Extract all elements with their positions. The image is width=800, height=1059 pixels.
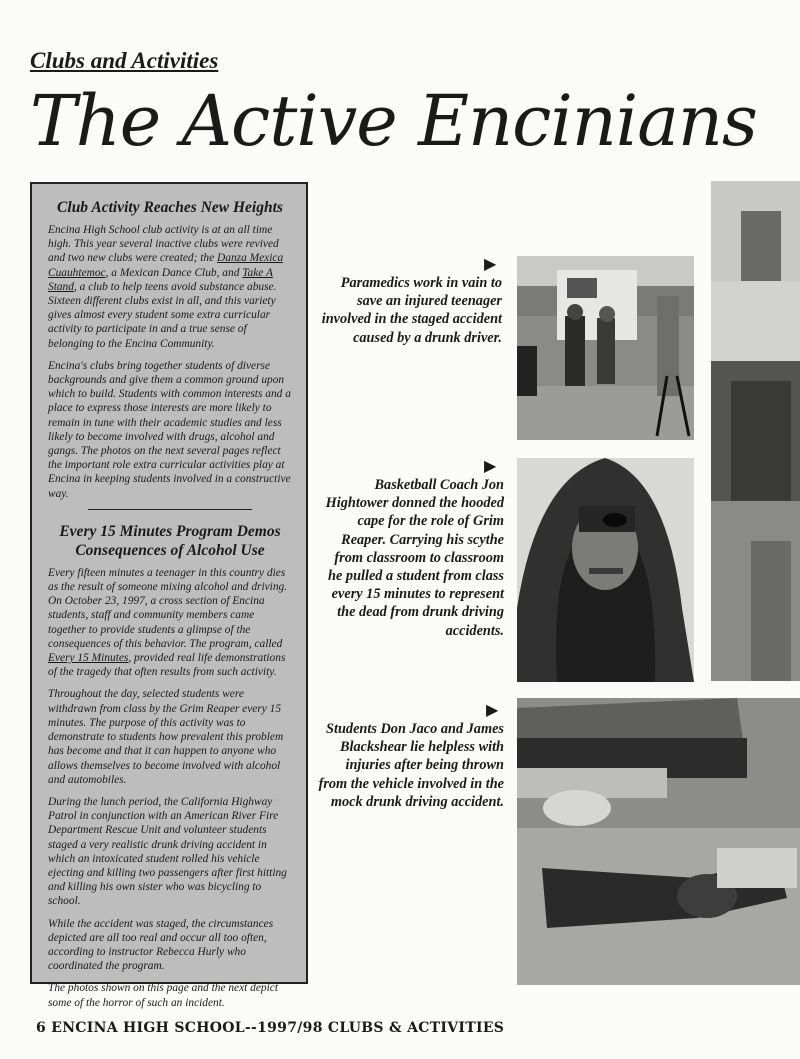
photo-paramedics	[517, 256, 694, 440]
article-paragraph	[48, 566, 292, 680]
page-footer	[36, 1020, 504, 1036]
page-number: 6	[36, 1020, 47, 1036]
club-name-danza: Danza Mexica Cuauhtemoc	[48, 252, 284, 279]
text-span: , a club to help teens avoid substance abuse. Sixteen different clubs exist in all, and this variety gives almost every student some extra curricular activity to participate in and a true sense of belonging to the Encina Community.	[48, 280, 277, 350]
photo-grim-reaper	[517, 458, 694, 682]
right-arrow-icon: ▶	[484, 254, 497, 273]
text-span: Every fifteen minutes a teenager in this country dies as the result of someone mixing alcohol and driving. On October 23, 1997, a cross section of Encina students, staff and community members came together to provide students a glimpse of the consequences of this behavior. The program, called	[48, 566, 288, 650]
section-title: Clubs and Activities	[30, 48, 219, 73]
photo-students-pavement	[517, 698, 800, 985]
article-paragraph: During the lunch period, the California Highway Patrol in conjunction with an American River Fire Department Rescue Unit and volunteer students staged a very realistic drunk driving accident in which an intoxicated student rolled his vehicle ejecting and killing two passengers after first hitting and killing his own sister who was bicycling to school.	[48, 795, 287, 908]
article-paragraph	[48, 223, 292, 351]
club-name-take-a-stand: Take A Stand	[48, 266, 273, 293]
text-span: , a Mexican Dance Club, and	[105, 266, 243, 279]
photo-caption-students: Students Don Jaco and James Blackshear lie helpless with injuries after being thrown from the vehicle involved in the mock drunk driving accident.	[318, 721, 504, 810]
page-title: The Active Encinians	[30, 80, 757, 162]
divider	[88, 509, 252, 510]
article-paragraph: Throughout the day, selected students were withdrawn from class by the Grim Reaper every 15 minutes. The purpose of this activity was to demonstrate to students how prevalent this problem has become and that it can happen to anyone who allows themselves to become involved with alcohol and automobiles.	[48, 688, 284, 786]
right-arrow-icon: ▶	[486, 700, 499, 719]
footer-text: ENCINA HIGH SCHOOL--1997/98 CLUBS & ACTIVITIES	[51, 1020, 505, 1036]
article-heading-clubs: Club Activity Reaches New Heights	[57, 199, 283, 216]
text-span: Encina High School club activity is at an all time high. This year several inactive clubs were revived and two new clubs were created; the	[48, 224, 279, 265]
photo-partial-right	[711, 181, 800, 681]
article-paragraph: Encina's clubs bring together students of diverse backgrounds and give them a common ground upon which to build. Students with common interests and a place to express those interests are more likely to remain in tune with their academic studies and less likely to become involved with drugs, alcohol and gangs. The photos on the next several pages reflect the important role extra curricular activities play at Encina in keeping students involved in a constructive way.	[48, 359, 291, 500]
text-span: , provided real life demonstrations of the tragedy that often results from such activity.	[48, 652, 286, 679]
photo-caption-grim-reaper: Basketball Coach Jon Hightower donned the hooded cape for the role of Grim Reaper. Carrying his scythe from classroom to classroom he pulled a student from class every 15 minutes to represent the dead from drunk driving accidents.	[325, 477, 504, 639]
article-paragraph: While the accident was staged, the circumstances depicted are all too real and occur all too often, according to instructor Rebecca Hurly who coordinated the program.	[48, 917, 274, 973]
right-arrow-icon: ▶	[484, 456, 497, 475]
article-sidebar	[30, 182, 308, 1009]
photo-caption-paramedics: Paramedics work in vain to save an injured teenager involved in the staged accident caused by a drunk driver.	[321, 275, 502, 346]
article-heading-every-15-minutes: Every 15 Minutes Program Demos Consequences of Alcohol Use	[59, 522, 281, 559]
program-name: Every 15 Minutes	[48, 652, 129, 665]
article-paragraph: The photos shown on this page and the next depict some of the horror of such an incident.	[48, 982, 279, 1009]
